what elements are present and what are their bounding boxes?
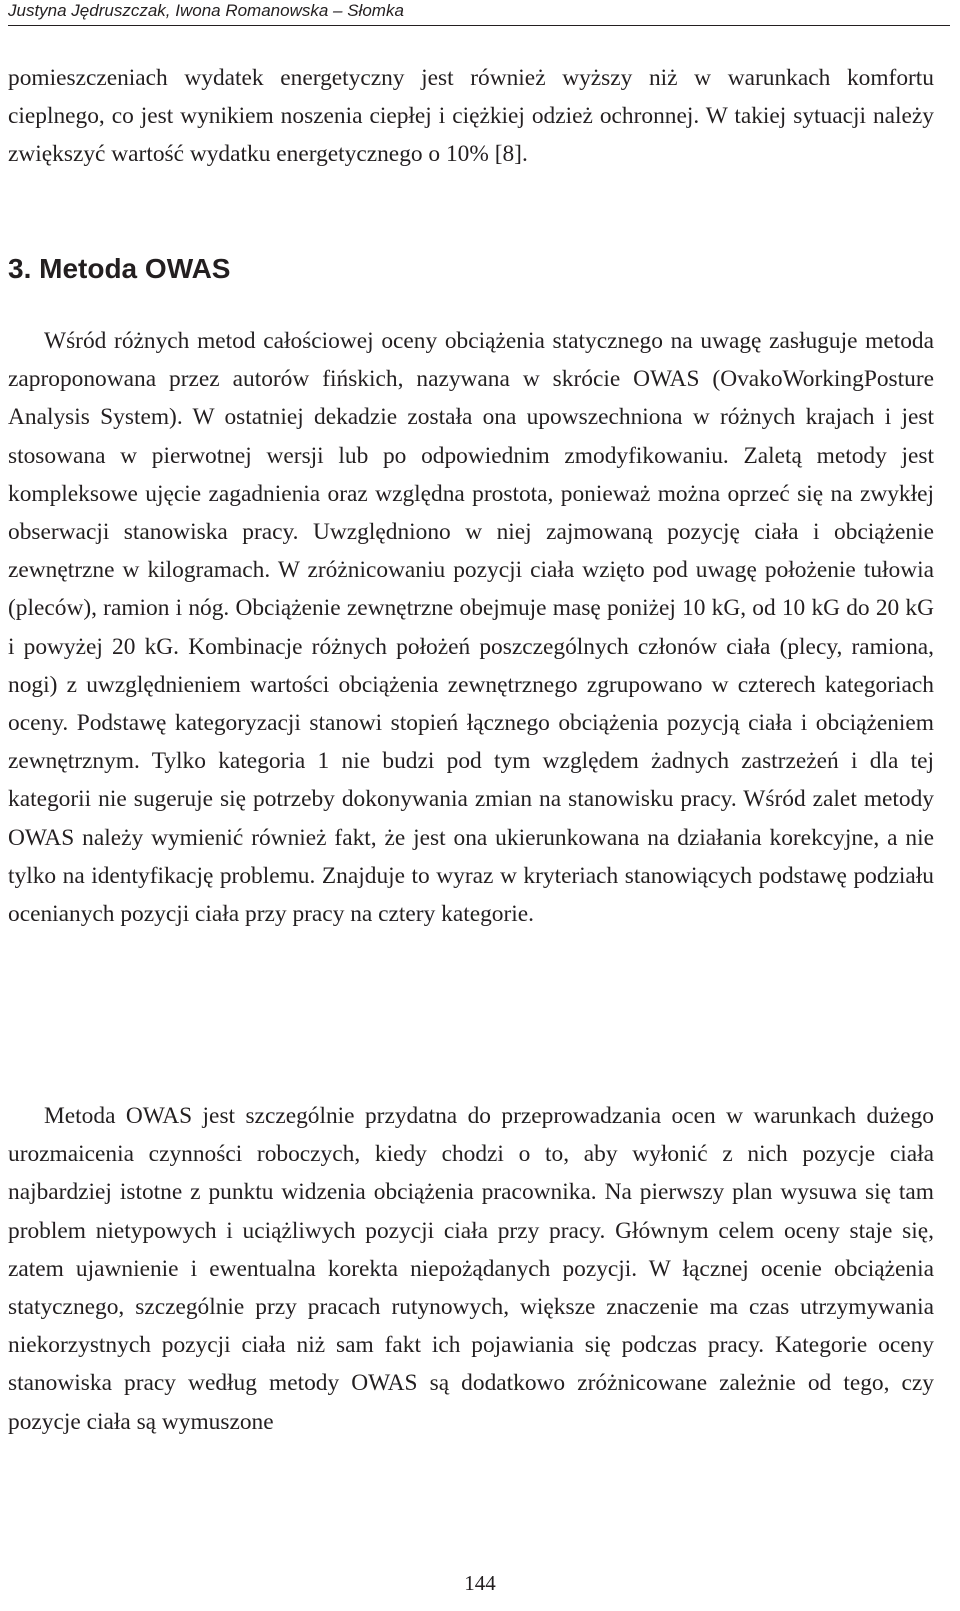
paragraph-continuation: pomieszczeniach wydatek energetyczny jest również wyższy niż w warunkach komfortu cieplnego, co jest wynikiem noszenia ciepłej i ciężkiej odzież ochronnej. W takiej sytuacji należy zwiększyć wartość wydatku energetycznego o 10% [8]. <box>8 65 934 168</box>
paragraph-owas-description: Wśród różnych metod całościowej oceny obciążenia statycznego na uwagę zasługuje metoda zaproponowana przez autorów fińskich, nazywana w skrócie OWAS (OvakoWorkingPosture Analysis System). W ostatniej dekadzie została ona upowszechniona w różnych krajach i jest stosowana w pierwotnej wersji lub po odpowiednim zmodyfikowaniu. Zaletą metody jest kompleksowe ujęcie zagadnienia oraz względna prostota, ponieważ można oprzeć się na zwykłej obserwacji stanowiska pracy. Uwzględniono w niej zajmowaną pozycję ciała i obciążenie zewnętrzne w kilogramach. W zróżnicowaniu pozycji ciała wzięto pod uwagę położenie tułowia (pleców), ramion i nóg. Obciążenie zewnętrzne obejmuje masę poniżej 10 kG, od 10 kG do 20 kG i powyżej 20 kG. Kombinacje różnych położeń poszczególnych członów ciała (plecy, ramiona, nogi) z uwzględnieniem wartości obciążenia zewnętrznego zgrupowano w czterech kategoriach oceny. Podstawę kategoryzacji stanowi stopień łącznego obciążenia pozycją ciała i obciążeniem zewnętrznym. Tylko kategoria 1 nie budzi pod tym względem żadnych zastrzeżeń i dla tej kategorii nie sugeruje się potrzeby dokonywania zmian na stanowisku pracy. Wśród zalet metody OWAS należy wymienić również fakt, że jest ona ukierunkowana na działania korekcyjne, a nie tylko na identyfikację problemu. Znajduje to wyraz w kryteriach stanowiących podstawę podziału ocenianych pozycji ciała przy pracy na cztery kategorie. <box>8 328 934 928</box>
paragraph-owas-usefulness: Metoda OWAS jest szczególnie przydatna do przeprowadzania ocen w warunkach dużego urozmaicenia czynności roboczych, kiedy chodzi o to, aby wyłonić z nich pozycje ciała najbardziej istotne z punktu widzenia obciążenia pracownika. Na pierwszy plan wysuwa się tam problem nietypowych i uciążliwych pozycji ciała przy pracy. Głównym celem oceny staje się, zatem ujawnienie i ewentualna korekta niepożądanych pozycji. W łącznej ocenie obciążenia statycznego, szczególnie przy pracach rutynowych, większe znaczenie ma czas utrzymywania niekorzystnych pozycji ciała niż sam fakt ich pojawiania się podczas pracy. Kategorie oceny stanowiska pracy według metody OWAS są dodatkowo zróżnicowane zależnie od tego, czy pozycje ciała są wymuszone <box>8 1103 934 1435</box>
running-header: Justyna Jędruszczak, Iwona Romanowska – Słomka <box>8 1 404 20</box>
page-number: 144 <box>464 1571 496 1595</box>
header-rule <box>8 25 950 26</box>
section-heading: 3. Metoda OWAS <box>8 253 231 284</box>
